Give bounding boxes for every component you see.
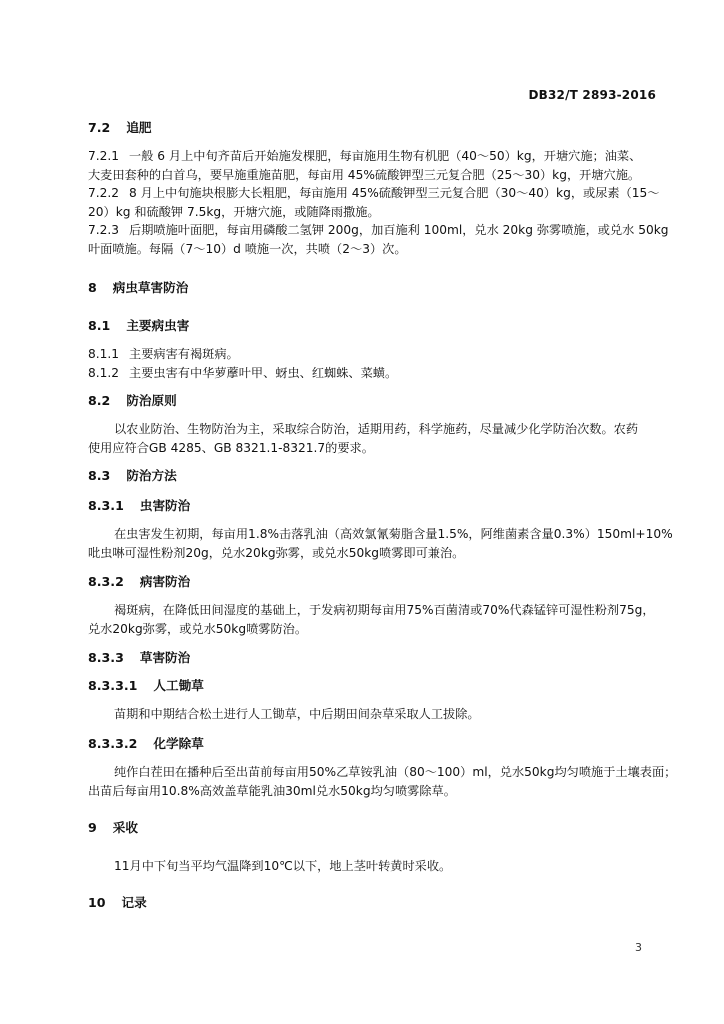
section-number: 10: [88, 895, 106, 910]
section-title: 记录: [121, 895, 147, 910]
section-title: 采收: [112, 820, 138, 835]
section-number: 8.1: [88, 318, 111, 333]
section-heading-8: [88, 278, 658, 298]
clause-7-2-1-line-1: [88, 146, 658, 166]
page-number: 3: [635, 941, 642, 954]
section-number: 8.3.3.1: [88, 678, 138, 693]
section-number: 7.2: [88, 120, 111, 135]
clause-number: 7.2.3: [88, 223, 120, 237]
clause-number: 8.1.2: [88, 366, 120, 380]
section-number: 8: [88, 280, 97, 295]
clause-number: 7.2.2: [88, 186, 120, 200]
paragraph-8-3-2-line-1: 褐斑病，在降低田间湿度的基础上，于发病初期每亩用75%百菌清或70%代森锰锌可湿性粉剂75g，: [114, 603, 655, 617]
clause-7-2-3-line-1: [88, 220, 669, 240]
paragraph-8-3-3-2-line-1: 纯作白茬田在播种后至出苗前每亩用50%乙草铵乳油（80～100）ml，兑水50kg均匀喷施于土壤表面；: [114, 765, 677, 779]
clause-number: 7.2.1: [88, 149, 120, 163]
paragraph-8-3-3-2-line-2: 出苗后每亩用10.8%高效盖草能乳油30ml兑水50kg均匀喷雾除草。: [88, 784, 456, 798]
section-title: 草害防治: [139, 650, 191, 665]
paragraph-8-3-3-1-line-1: 苗期和中期结合松土进行人工锄草，中后期田间杂草采取人工拔除。: [114, 707, 480, 721]
section-heading-8-1: [88, 316, 658, 336]
clause-text: 主要虫害有中华萝藦叶甲、蚜虫、红蜘蛛、菜蟥。: [129, 366, 398, 380]
clause-7-2-2-line-2: 20）kg 和硫酸钾 7.5kg，开塘穴施，或随降雨撒施。: [88, 205, 380, 219]
section-title: 防治方法: [126, 468, 177, 483]
section-heading-8-3-1: [88, 496, 658, 516]
section-title: 防治原则: [126, 393, 177, 408]
clause-number: 8.1.1: [88, 347, 120, 361]
clause-text: 主要病害有褐斑病。: [129, 347, 239, 361]
section-heading-9: [88, 818, 658, 838]
section-number: 8.3.2: [88, 574, 124, 589]
document-id: DB32/T 2893-2016: [528, 88, 656, 102]
clause-text: 一般 6 月上中旬齐苗后开始施发棵肥，每亩施用生物有机肥（40～50）kg，开塘穴施；油菜、: [129, 149, 642, 163]
section-heading-7-2: [88, 118, 658, 138]
section-title: 追肥: [126, 120, 152, 135]
section-number: 9: [88, 820, 97, 835]
section-title: 化学除草: [153, 736, 204, 751]
section-title: 病害防治: [139, 574, 191, 589]
section-number: 8.3.3: [88, 650, 124, 665]
clause-7-2-2-line-1: [88, 183, 658, 203]
section-title: 虫害防治: [139, 498, 191, 513]
section-heading-8-3-3: [88, 648, 658, 668]
section-heading-8-2: [88, 391, 658, 411]
clause-7-2-3-line-2: 叶面喷施。每隔（7～10）d 喷施一次，共喷（2～3）次。: [88, 242, 407, 256]
clause-8-1-2: [88, 363, 658, 383]
section-heading-8-3-3-1: [88, 676, 658, 696]
clause-8-1-1: [88, 344, 658, 364]
section-title: 病虫草害防治: [112, 280, 189, 295]
section-title: 主要病虫害: [126, 318, 190, 333]
paragraph-8-3-1-line-1: 在虫害发生初期，每亩用1.8%击落乳油（高效氯氰菊脂含量1.5%，阿维菌素含量0.3%）150ml+10%: [114, 527, 673, 541]
section-title: 人工锄草: [153, 678, 204, 693]
section-number: 8.3.1: [88, 498, 124, 513]
section-number: 8.3.3.2: [88, 736, 138, 751]
section-heading-8-3-2: [88, 572, 658, 592]
section-heading-8-3: [88, 466, 658, 486]
section-number: 8.2: [88, 393, 111, 408]
paragraph-8-2-line-1: 以农业防治、生物防治为主，采取综合防治，适期用药，科学施药，尽量减少化学防治次数。农药: [114, 422, 639, 436]
section-number: 8.3: [88, 468, 111, 483]
paragraph-8-3-1-line-2: 吡虫啉可湿性粉剂20g，兑水20kg弥雾，或兑水50kg喷雾即可兼治。: [88, 546, 465, 560]
paragraph-9-line-1: 11月中下旬当平均气温降到10℃以下，地上茎叶转黄时采收。: [114, 859, 452, 873]
section-heading-8-3-3-2: [88, 734, 658, 754]
clause-text: 后期喷施叶面肥，每亩用磷酸二氢钾 200g，加百施利 100ml，兑水 20kg 弥雾喷施，或兑水 50kg: [129, 223, 669, 237]
paragraph-8-3-2-line-2: 兑水20kg弥雾，或兑水50kg喷雾防治。: [88, 622, 308, 636]
paragraph-8-2-line-2: 使用应符合GB 4285、GB 8321.1-8321.7的要求。: [88, 441, 374, 455]
clause-7-2-1-line-2: 大麦田套种的白首乌，要早施重施苗肥，每亩用 45%硫酸钾型三元复合肥（25～30）kg，开塘穴施。: [88, 168, 641, 182]
section-heading-10: [88, 893, 658, 913]
clause-text: 8 月上中旬施块根膨大长粗肥，每亩施用 45%硫酸钾型三元复合肥（30～40）kg，或尿素（15～: [129, 186, 660, 200]
